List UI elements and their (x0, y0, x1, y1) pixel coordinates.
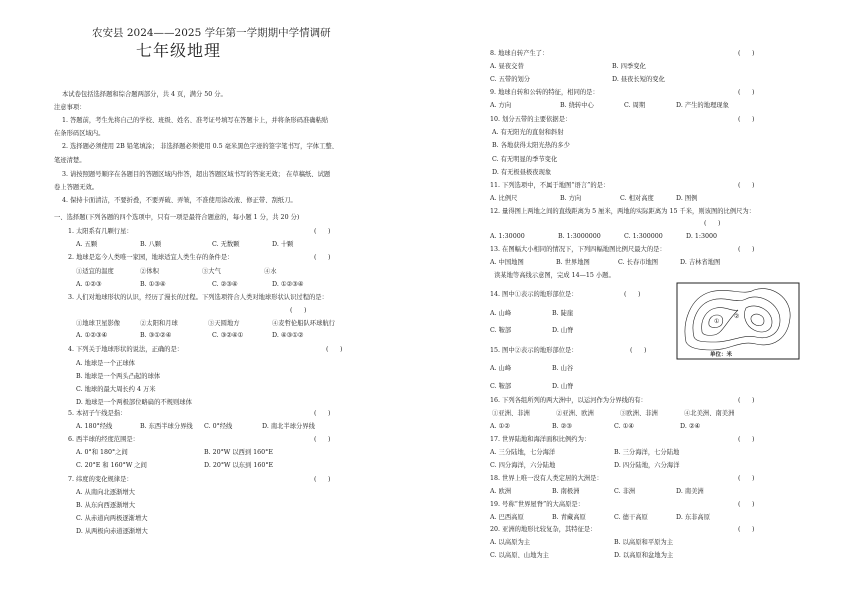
option-text: D. 从两极向赤道逐渐增大 (76, 528, 148, 535)
option-text: ②体积 (140, 268, 159, 275)
question-stem: 3. 人们对地球形状的认识，经历了漫长的过程。下列选项符合人类对地球形状认识过程的是： (68, 294, 328, 301)
option-text: D. 南北半球分界线 (262, 423, 315, 430)
option-text: A. 以高原为主 (490, 539, 531, 546)
question-stem: 19. 号称“世界屋脊”的大高原是： (490, 501, 585, 508)
option-text: D. 以高原和盆地为主 (614, 552, 674, 559)
answer-bracket-close: ) (340, 346, 343, 353)
answer-bracket-close: ) (752, 475, 755, 482)
answer-bracket-close: ) (752, 89, 755, 96)
question-stem: 17. 世界陆地和海洋面积比例约为： (490, 436, 591, 443)
answer-bracket-close: ) (718, 220, 721, 227)
answer-bracket-close: ) (752, 246, 755, 253)
option-text: C. 有无明显的季节变化 (492, 156, 558, 163)
option-text: C. 非洲 (614, 488, 636, 495)
option-text: ③欧洲、非洲 (620, 410, 658, 417)
question-stem: 5. 本初子午线是指： (68, 410, 127, 417)
option-text: A. 从南向北逐渐增大 (76, 489, 135, 496)
option-text: C. 地球的最大周长约 4 万米 (76, 386, 156, 393)
answer-bracket-close: ) (328, 254, 331, 261)
option-text: A. 0°和 180°之间 (76, 449, 128, 456)
option-text: D. 昼夜长短的变化 (612, 76, 665, 83)
option-text: B. 青藏高原 (552, 514, 586, 521)
option-text: A. 山峰 (490, 310, 512, 317)
option-text: D. 十颗 (272, 241, 294, 248)
answer-bracket-open: ( (314, 436, 317, 443)
option-text: C. 五带的划分 (490, 76, 531, 83)
answer-bracket-open: ( (314, 410, 317, 417)
option-text: ④北美洲、南美洲 (684, 410, 735, 417)
option-text: A. ①② (490, 423, 510, 430)
answer-bracket-close: ) (752, 436, 755, 443)
option-text: B. 从东向西逐渐增大 (76, 502, 136, 509)
option-text: ③天圆地方 (208, 320, 240, 327)
answer-bracket-close: ) (644, 347, 647, 354)
option-text: D. 1:3000 (686, 233, 717, 240)
answer-bracket-close: ) (328, 476, 331, 483)
question-stem: 8. 地球自转产生了： (490, 50, 549, 57)
question-stem: 12. 量得图上两地之间的直线距离为 5 厘米，两地的实际距离为 15 千米，则该图的比例尺为： (490, 208, 756, 215)
answer-bracket-open: ( (738, 397, 741, 404)
exam-header-line: 农安县 2024——2025 学年第一学期期中学情调研 (92, 27, 331, 39)
answer-bracket-open: ( (630, 347, 633, 354)
option-text: C. 鞍部 (490, 383, 512, 390)
answer-bracket-close: ) (752, 116, 755, 123)
option-text: D. 四分陆地，六分海洋 (614, 462, 680, 469)
option-text: A. 五颗 (76, 241, 98, 248)
option-text: D. 山脊 (552, 383, 574, 390)
option-text: A. 欧洲 (490, 488, 512, 495)
option-text: C. 20°E 和 160°W 之间 (76, 462, 147, 469)
option-text: B. 20°W 以西到 160°E (204, 449, 273, 456)
question-stem: 7. 纬度的变化规律是： (68, 476, 133, 483)
option-text: D. ①②③④ (272, 281, 304, 288)
option-text: D. 东非高原 (676, 514, 711, 521)
option-text: C. 德干高原 (614, 514, 648, 521)
answer-bracket-close: ) (304, 307, 307, 314)
answer-bracket-close: ) (752, 397, 755, 404)
answer-bracket-open: ( (314, 254, 317, 261)
option-text: A. 中国地图 (490, 259, 524, 266)
option-text: C. ①④ (614, 423, 634, 430)
option-text: B. 各地获得太阳光热的多少 (492, 142, 570, 149)
option-text: B. 八颗 (140, 241, 162, 248)
question-stem: 2. 地球是迄今人类唯一家园，地球适宜人类生存的条件是： (68, 254, 234, 261)
option-text: B. 四季变化 (612, 63, 646, 70)
question-stem: 15. 图中②表示的地形部位是： (490, 347, 578, 354)
question-stem: 1. 太阳系有几颗行星： (68, 228, 133, 235)
answer-bracket-close: ) (752, 501, 755, 508)
option-text: B. 世界地图 (556, 259, 590, 266)
map-unit-label: 单位：米 (710, 352, 733, 358)
option-text: A. 方向 (490, 102, 512, 109)
option-text: C. ③②④① (212, 332, 244, 339)
option-text: D. 山脊 (552, 327, 574, 334)
option-text: C. 鞍部 (490, 327, 512, 334)
answer-bracket-open: ( (738, 501, 741, 508)
option-text: ④麦哲伦船队环球航行 (272, 320, 335, 327)
option-text: B. 陡崖 (552, 310, 574, 317)
intro-line: 3. 请按照题号顺序在各题目的答题区域内作答，超出答题区域书写的答案无效； 在草稿纸、试题 (62, 171, 331, 178)
intro-line: 1. 答题前，考生先将自己的学校、班级、姓名、准考证号填写在答题卡上，并将条形码准确粘贴 (62, 117, 329, 124)
exam-title: 七年级地理 (136, 41, 222, 60)
option-text: C. 无数颗 (212, 241, 240, 248)
option-text: B. 以高原和平原为主 (614, 539, 674, 546)
question-stem: 4. 下列关于地球形状的说法，正确的是： (68, 346, 184, 353)
option-text: B. ②③ (552, 423, 572, 430)
answer-bracket-close: ) (752, 50, 755, 57)
answer-bracket-open: ( (290, 307, 293, 314)
option-text: A. ①②③④ (76, 332, 108, 339)
instruction-text: 读某地等高线示意图，完成 14—15 小题。 (494, 272, 615, 279)
option-text: B. 方向 (560, 195, 582, 202)
answer-bracket-close: ) (752, 526, 755, 533)
option-text: ①适宜的温度 (76, 268, 114, 275)
answer-bracket-open: ( (314, 476, 317, 483)
question-stem: 20. 亚洲的地形比较复杂，其特征是： (490, 526, 597, 533)
answer-bracket-open: ( (738, 526, 741, 533)
option-text: D. 吉林省地图 (680, 259, 721, 266)
intro-line: 本试卷包括选择题和综合题两部分，共 4 页，满分 50 分。 (62, 91, 227, 98)
answer-bracket-open: ( (738, 50, 741, 57)
option-text: A. 180°经线 (76, 423, 113, 430)
option-text: C. ②③④ (212, 281, 238, 288)
option-text: C. 周期 (624, 102, 646, 109)
answer-bracket-open: ( (738, 436, 741, 443)
option-text: C. 1:300000 (624, 233, 663, 240)
intro-line: 注意事项： (54, 104, 86, 111)
answer-bracket-close: ) (328, 410, 331, 417)
option-text: C. 长春市地图 (618, 259, 659, 266)
intro-line: 2. 选择题必须使用 2B 铅笔填涂； 非选择题必须使用 0.5 毫米黑色字迹的签字笔书写，字体工整、 (62, 143, 338, 150)
option-text: D. 20°W 以东到 160°E (204, 462, 274, 469)
question-stem: 9. 地球自转和公转的特征，相同的是： (490, 89, 599, 96)
option-text: A. 比例尺 (490, 195, 518, 202)
option-text: C. 四分海洋，六分陆地 (490, 462, 556, 469)
option-text: D. ④③①② (272, 332, 304, 339)
option-text: A. 有无阳光的直射和斜射 (492, 129, 564, 136)
option-text: D. ②④ (680, 423, 701, 430)
answer-bracket-close: ) (328, 436, 331, 443)
answer-bracket-open: ( (738, 475, 741, 482)
option-text: C. 相对高度 (620, 195, 654, 202)
option-text: ①亚洲、非洲 (492, 410, 530, 417)
marker-1: ① (714, 318, 720, 325)
option-text: ②太阳和月球 (140, 320, 178, 327)
option-text: A. 巴西高原 (490, 514, 524, 521)
option-text: B. ①③④ (140, 281, 166, 288)
intro-line: 在条形码区域内。 (54, 130, 105, 137)
question-stem: 13. 在图幅大小相同的情况下，下列四幅地图比例尺最大的是： (490, 246, 666, 253)
option-text: B. 东西半球分界线 (140, 423, 193, 430)
question-stem: 11. 下列选项中，不属于地图“语言”的是： (490, 182, 610, 189)
question-stem: 14. 图中①表示的地形部位是： (490, 291, 578, 298)
option-text: B. 绕转中心 (560, 102, 594, 109)
contour-map (676, 282, 800, 360)
answer-bracket-open: ( (314, 228, 317, 235)
option-text: B. 山谷 (552, 365, 574, 372)
option-text: A. 昼夜交替 (490, 63, 524, 70)
option-text: B. 1:3000000 (558, 233, 601, 240)
answer-bracket-close: ) (638, 291, 641, 298)
question-stem: 6. 西半球的经度范围是： (68, 436, 139, 443)
option-text: B. 南极洲 (552, 488, 580, 495)
option-text: D. 图例 (676, 195, 698, 202)
option-text: B. ③①②④ (140, 332, 172, 339)
option-text: C. 0°经线 (204, 423, 233, 430)
option-text: A. 地球是一个正球体 (76, 360, 135, 367)
option-text: A. 1:30000 (490, 233, 525, 240)
option-text: ②亚洲、欧洲 (556, 410, 594, 417)
question-stem: 16. 下列各组所列的两大洲中，以运河作为分界线的有： (490, 397, 647, 404)
intro-line: 卷上答题无效。 (54, 184, 99, 191)
option-text: D. 有无极昼极夜现象 (492, 169, 552, 176)
question-stem: 18. 世界上唯一没有人类定居的大洲是： (490, 475, 603, 482)
option-text: A. ①②③ (76, 281, 102, 288)
option-text: A. 山峰 (490, 365, 512, 372)
option-text: ④水 (264, 268, 277, 275)
section-heading: 一、选择题(下列各题的四个选项中，只有一项是最符合题意的，每小题 1 分，共 20 分) (54, 214, 300, 221)
question-stem: 10. 划分五带的主要依据是： (490, 116, 572, 123)
option-text: D. 南美洲 (676, 488, 704, 495)
option-text: B. 三分海洋，七分陆地 (614, 449, 680, 456)
answer-bracket-close: ) (752, 182, 755, 189)
answer-bracket-open: ( (738, 182, 741, 189)
option-text: D. 地球是一个两极部位略扁的不规则球体 (76, 399, 192, 406)
answer-bracket-open: ( (738, 246, 741, 253)
answer-bracket-open: ( (704, 220, 707, 227)
option-text: ③大气 (202, 268, 221, 275)
option-text: C. 从赤道向两极逐渐增大 (76, 515, 148, 522)
option-text: C. 以高原、山地为主 (490, 552, 549, 559)
answer-bracket-open: ( (738, 89, 741, 96)
intro-line: 4. 保持卡面清洁，不要折叠，不要弄破、弄皱，不准使用涂改液、修正带、刮纸刀。 (62, 197, 297, 204)
answer-bracket-close: ) (328, 228, 331, 235)
option-text: D. 产生的地理现象 (676, 102, 729, 109)
option-text: B. 地球是一个两头凸起的球体 (76, 373, 161, 380)
answer-bracket-open: ( (326, 346, 329, 353)
marker-2: ② (734, 313, 740, 320)
option-text: A. 三分陆地，七分海洋 (490, 449, 556, 456)
answer-bracket-open: ( (624, 291, 627, 298)
answer-bracket-open: ( (738, 116, 741, 123)
intro-line: 笔迹清楚。 (54, 157, 86, 164)
option-text: ①地球卫星影像 (76, 320, 121, 327)
